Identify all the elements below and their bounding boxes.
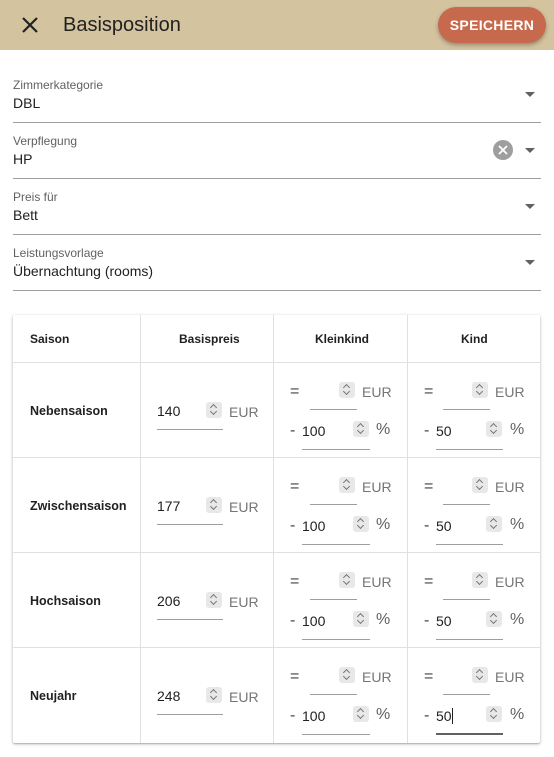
field-label: Preis für (13, 190, 58, 204)
chevron-down-icon[interactable] (525, 204, 535, 209)
currency-label: EUR (229, 404, 259, 420)
small-child-percent-input[interactable]: 100 (302, 708, 326, 724)
percent-label: % (510, 706, 525, 723)
percent-label: % (376, 706, 391, 723)
stepper-icon[interactable] (486, 421, 502, 437)
child-percent-input[interactable]: 50 (436, 423, 452, 439)
currency-label: EUR (362, 479, 392, 495)
column-divider (407, 315, 408, 743)
stepper-icon[interactable] (353, 421, 369, 437)
equals-sign: = (290, 668, 300, 685)
column-header-child: Kind (461, 332, 488, 346)
row-divider (13, 362, 540, 363)
percent-label: % (510, 516, 525, 533)
field-label: Leistungsvorlage (13, 246, 104, 260)
input-underline (436, 639, 503, 640)
percent-label: % (376, 421, 391, 438)
input-underline (302, 734, 370, 735)
input-underline (302, 544, 370, 545)
input-underline (157, 524, 223, 525)
equals-sign: = (424, 383, 434, 400)
currency-label: EUR (229, 594, 259, 610)
stepper-icon[interactable] (353, 611, 369, 627)
field-value: DBL (13, 95, 41, 111)
percent-label: % (376, 516, 391, 533)
percent-label: % (376, 611, 391, 628)
stepper-icon[interactable] (353, 516, 369, 532)
stepper-icon[interactable] (472, 382, 488, 398)
currency-label: EUR (495, 384, 525, 400)
page-title: Basisposition (63, 14, 181, 36)
input-underline (157, 429, 223, 430)
column-header-small-child: Kleinkind (315, 332, 370, 346)
child-amount-input[interactable] (443, 599, 490, 600)
column-header-season: Saison (30, 332, 70, 346)
input-underline (302, 639, 370, 640)
input-underline (436, 449, 503, 450)
service-template-select[interactable] (13, 234, 541, 291)
stepper-icon[interactable] (206, 687, 222, 703)
text-cursor (452, 708, 453, 724)
small-child-percent-input[interactable]: 100 (302, 423, 326, 439)
price-for-select[interactable] (13, 178, 541, 235)
field-value: Bett (13, 207, 38, 223)
chevron-down-icon[interactable] (525, 92, 535, 97)
stepper-icon[interactable] (486, 706, 502, 722)
child-amount-input[interactable] (443, 694, 490, 695)
equals-sign: = (424, 573, 434, 590)
input-underline (157, 714, 223, 715)
minus-sign: - (290, 422, 296, 439)
child-amount-input[interactable] (443, 504, 490, 505)
stepper-icon[interactable] (339, 477, 355, 493)
row-divider (13, 552, 540, 553)
equals-sign: = (424, 478, 434, 495)
column-header-base-price: Basispreis (179, 332, 240, 346)
base-price-input[interactable]: 177 (157, 498, 181, 514)
minus-sign: - (290, 707, 296, 724)
small-child-percent-input[interactable]: 100 (302, 613, 326, 629)
stepper-icon[interactable] (472, 572, 488, 588)
equals-sign: = (424, 668, 434, 685)
column-divider (273, 315, 274, 743)
base-price-input[interactable]: 206 (157, 593, 181, 609)
chevron-down-icon[interactable] (525, 148, 535, 153)
percent-label: % (510, 611, 525, 628)
child-percent-input[interactable]: 50 (436, 613, 452, 629)
stepper-icon[interactable] (339, 382, 355, 398)
minus-sign: - (424, 707, 430, 724)
stepper-icon[interactable] (206, 402, 222, 418)
stepper-icon[interactable] (339, 572, 355, 588)
currency-label: EUR (495, 574, 525, 590)
base-price-input[interactable]: 140 (157, 403, 181, 419)
board-select[interactable] (13, 122, 541, 179)
close-icon (18, 13, 42, 37)
equals-sign: = (290, 383, 300, 400)
stepper-icon[interactable] (486, 611, 502, 627)
child-percent-input[interactable]: 50 (436, 518, 452, 534)
small-child-percent-input[interactable]: 100 (302, 518, 326, 534)
minus-sign: - (424, 612, 430, 629)
equals-sign: = (290, 478, 300, 495)
season-name: Neujahr (30, 689, 77, 703)
currency-label: EUR (362, 669, 392, 685)
currency-label: EUR (229, 499, 259, 515)
chevron-down-icon[interactable] (525, 260, 535, 265)
minus-sign: - (290, 517, 296, 534)
child-amount-input[interactable] (443, 409, 490, 410)
stepper-icon[interactable] (353, 706, 369, 722)
row-divider (13, 457, 540, 458)
room-category-select[interactable] (13, 66, 541, 123)
currency-label: EUR (229, 689, 259, 705)
close-button[interactable] (18, 13, 42, 37)
minus-sign: - (424, 422, 430, 439)
currency-label: EUR (362, 384, 392, 400)
minus-sign: - (290, 612, 296, 629)
small-child-amount-input[interactable] (310, 694, 357, 695)
input-underline (302, 449, 370, 450)
minus-sign: - (424, 517, 430, 534)
save-button[interactable]: SPEICHERN (438, 7, 546, 43)
season-name: Zwischensaison (30, 499, 127, 513)
column-divider (140, 315, 141, 743)
stepper-icon[interactable] (486, 516, 502, 532)
season-name: Hochsaison (30, 594, 101, 608)
app-bar (0, 0, 554, 50)
season-name: Nebensaison (30, 404, 108, 418)
field-value: Übernachtung (rooms) (13, 263, 154, 279)
stepper-icon[interactable] (206, 497, 222, 513)
stepper-icon[interactable] (472, 477, 488, 493)
currency-label: EUR (495, 669, 525, 685)
currency-label: EUR (495, 479, 525, 495)
small-child-amount-input[interactable] (310, 504, 357, 505)
field-label: Zimmerkategorie (13, 78, 104, 92)
price-table (13, 315, 540, 743)
small-child-amount-input[interactable] (310, 599, 357, 600)
field-value: HP (13, 151, 33, 167)
field-label: Verpflegung (13, 134, 78, 148)
percent-label: % (510, 421, 525, 438)
currency-label: EUR (362, 574, 392, 590)
input-underline (157, 619, 223, 620)
clear-icon[interactable] (493, 140, 513, 160)
base-price-input[interactable]: 248 (157, 688, 181, 704)
stepper-icon[interactable] (206, 592, 222, 608)
input-underline (436, 544, 503, 545)
stepper-icon[interactable] (472, 667, 488, 683)
row-divider (13, 647, 540, 648)
equals-sign: = (290, 573, 300, 590)
stepper-icon[interactable] (339, 667, 355, 683)
input-underline-focused (436, 733, 503, 735)
child-percent-input[interactable]: 50 (436, 708, 452, 724)
small-child-amount-input[interactable] (310, 409, 357, 410)
